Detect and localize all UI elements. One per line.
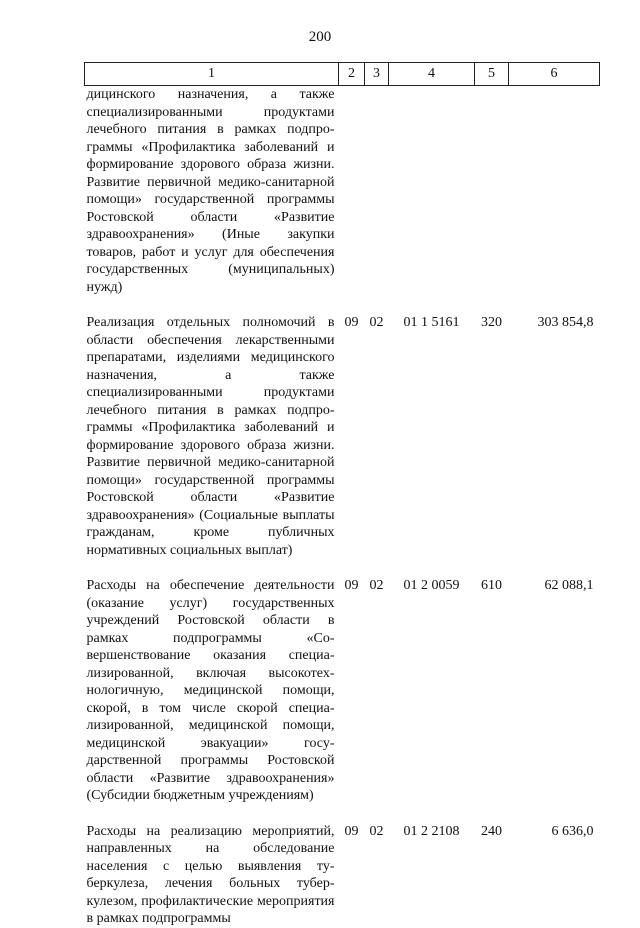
row-section xyxy=(339,86,365,315)
row-description: Расходы на обеспечение деятельности (оказание услуг) государственных учреждений Ростовской области в рамках подпрограммы «Совершенствование оказания специализированной, включая высокотехнологичную, медицинской помощи, скорой, в том числе скорой специализированной, медицинской помощи, медицинской эвакуации» государственной программы Ростовской области «Развитие здравоохранения» (Субсидии бюджетным учреждениям) xyxy=(86,578,335,803)
row-expense-type: 610 xyxy=(481,578,502,593)
table-row xyxy=(85,577,600,823)
table-header xyxy=(85,63,600,86)
row-description: Реализация отдельных полномочий в области обеспечения лекарственными препаратами, изделиями медицинского назначения, а также специализированными продуктами лечебного питания в рамках подпрограммы «Профилактика заболеваний и формирование здорового образа жизни. Развитие первичной медико-санитарной помощи» государственной программы Ростовской области «Развитие здравоохранения» (Социальные выплаты гражданам, кроме публичных нормативных социальных выплат) xyxy=(86,315,335,558)
column-header-2: 2 xyxy=(339,63,365,86)
row-target-article xyxy=(389,86,475,315)
row-expense-type: 240 xyxy=(481,823,502,839)
page-number: 200 xyxy=(308,29,332,45)
row-target-article: 01 1 5161 xyxy=(403,315,460,330)
row-expense-type xyxy=(475,86,509,315)
row-target-article: 01 2 0059 xyxy=(403,578,460,593)
row-subsection xyxy=(365,86,389,315)
table-row xyxy=(85,823,600,928)
row-amount xyxy=(509,86,600,315)
row-section: 09 xyxy=(344,315,359,330)
row-section: 09 xyxy=(344,578,359,593)
row-subsection: 02 xyxy=(369,315,384,330)
table-row xyxy=(85,314,600,577)
row-description: дицинского назначения, а также специализированными продуктами лечебного питания в рамках подпрограммы «Профилактика заболеваний и формирование здорового образа жизни. Развитие первичной медико-санитарной помощи» государственной программы Ростовской области «Развитие здравоохранения» (Иные закупки товаров, работ и услуг для обеспечения государственных (муниципальных) нужд) xyxy=(86,87,335,295)
row-amount: 6 636,0 xyxy=(551,823,594,839)
table-row xyxy=(85,86,600,315)
row-subsection: 02 xyxy=(369,823,384,839)
row-section: 09 xyxy=(344,823,359,839)
row-amount: 303 854,8 xyxy=(537,315,594,330)
column-header-5: 5 xyxy=(475,63,509,86)
column-header-1: 1 xyxy=(85,63,339,86)
column-header-3: 3 xyxy=(365,63,389,86)
row-target-article: 01 2 2108 xyxy=(403,823,460,839)
row-subsection: 02 xyxy=(369,578,384,593)
row-expense-type: 320 xyxy=(481,315,502,330)
row-amount: 62 088,1 xyxy=(544,578,594,593)
budget-table xyxy=(84,62,600,928)
column-header-6: 6 xyxy=(509,63,600,86)
column-header-4: 4 xyxy=(389,63,475,86)
row-description: Расходы на реализацию мероприятий, направленных на обследование населения с целью выявления туберкулеза, лечения больных туберкулезом, профилактические мероприятия в рамках подпрограммы xyxy=(86,823,335,926)
